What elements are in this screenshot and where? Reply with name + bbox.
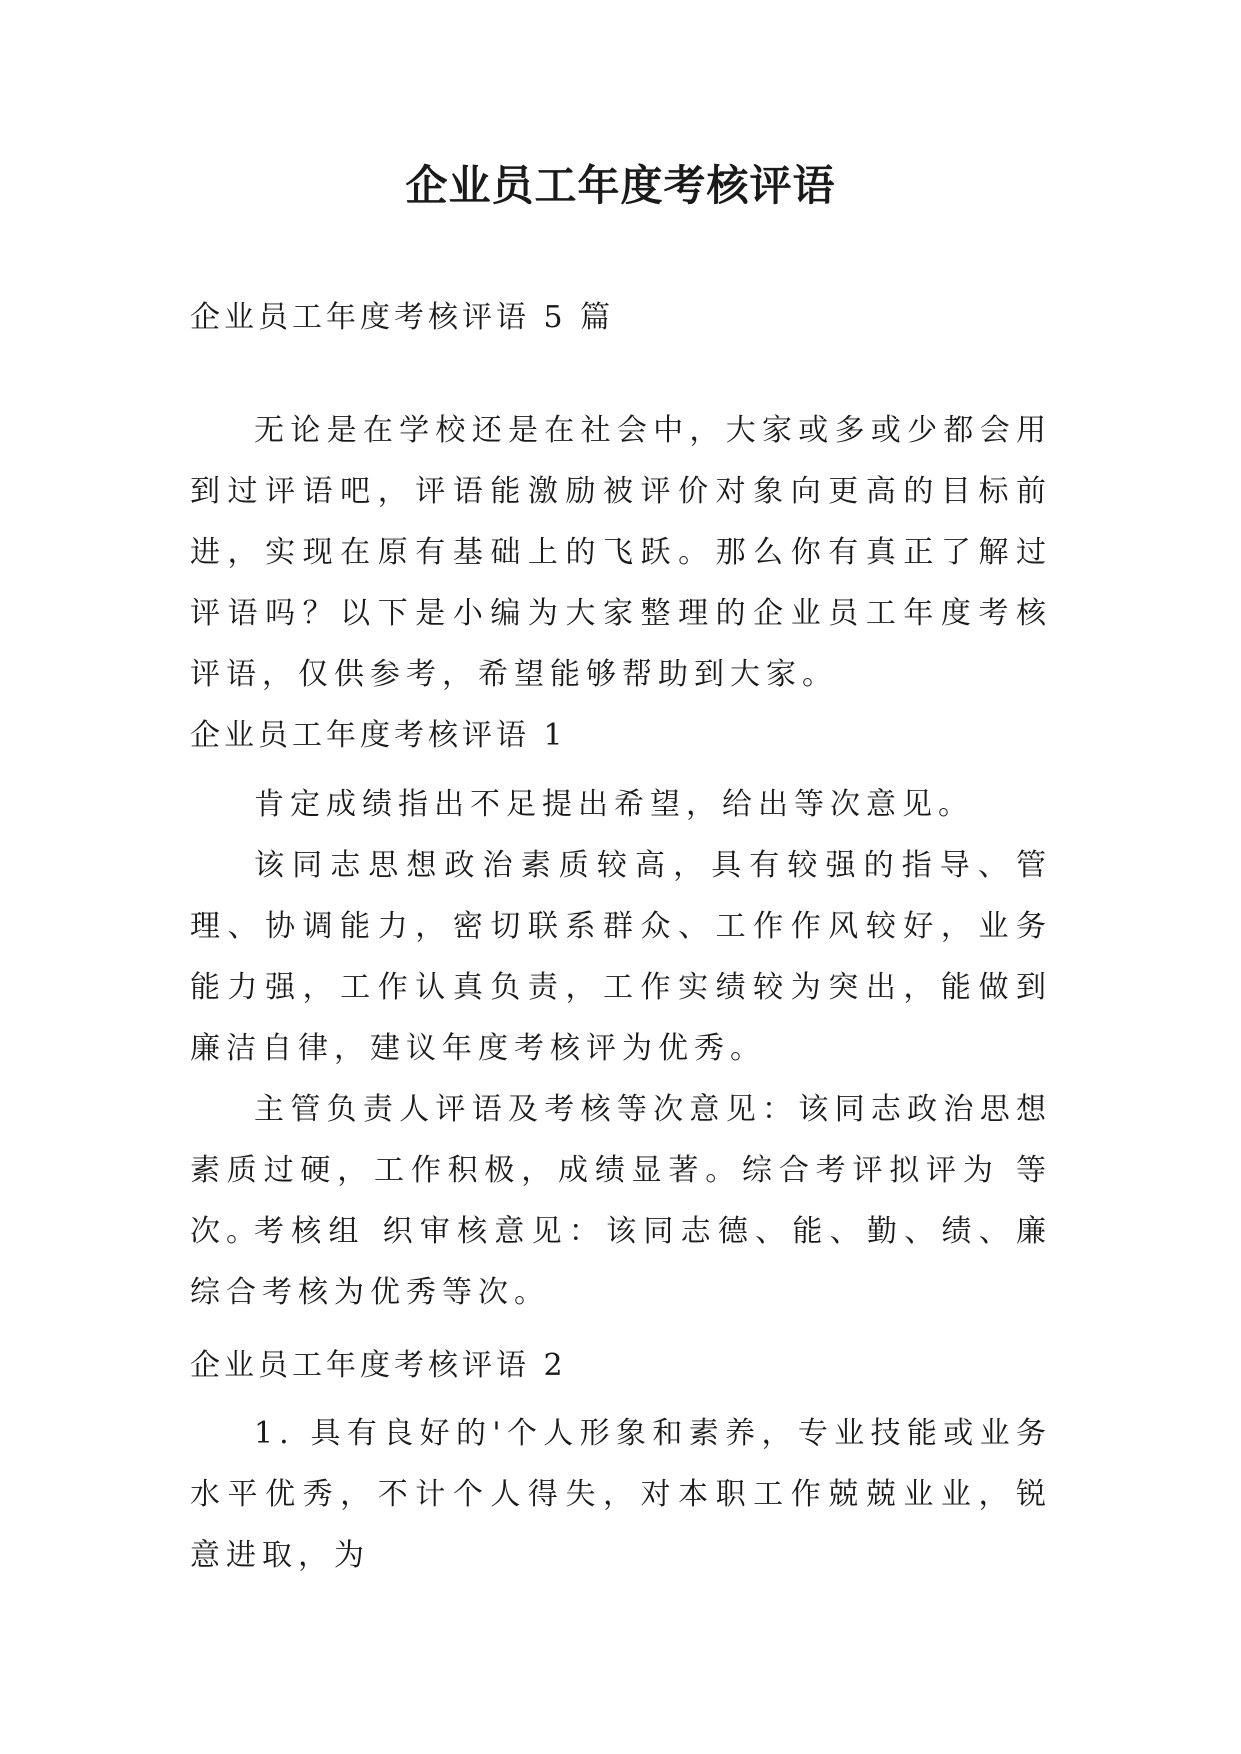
document-subtitle: 企业员工年度考核评语 5 篇 [190, 300, 615, 335]
section-heading-2: 企业员工年度考核评语 2 [190, 1348, 567, 1383]
section-1-paragraph-1: 肯定成绩指出不足提出希望，给出等次意见。 [254, 787, 974, 822]
document-title: 企业员工年度考核评语 [405, 161, 836, 210]
intro-paragraph: 无论是在学校还是在社会中，大家或多或少都会用到过评语吧，评语能激励被评价对象向更高的目标前进，实现在原有基础上的飞跃。那么你有真正了解过评语吗？以下是小编为大家整理的企业员工年度考核评语，仅供参考，希望能够帮助到大家。 [190, 413, 1052, 692]
section-1-paragraph-2: 该同志思想政治素质较高，具有较强的指导、管理、协调能力，密切联系群众、工作作风较好，业务能力强，工作认真负责，工作实绩较为突出，能做到廉洁自律，建议年度考核评为优秀。 [190, 848, 1052, 1066]
section-1-paragraph-3: 主管负责人评语及考核等次意见：该同志政治思想素质过硬，工作积极，成绩显著。综合考评拟评为 等次。 [190, 1092, 1052, 1249]
section-heading-1: 企业员工年度考核评语 1 [190, 718, 567, 753]
section-2-paragraph-1: 1. 具有良好的'个人形象和素养，专业技能或业务水平优秀，不计个人得失，对本职工作兢兢业业，锐意进取，为 [190, 1416, 1052, 1573]
section-1-paragraph-4: 考核组 织审核意见：该同志德、能、勤、绩、廉综合考核为优秀等次。 [190, 1214, 1052, 1310]
